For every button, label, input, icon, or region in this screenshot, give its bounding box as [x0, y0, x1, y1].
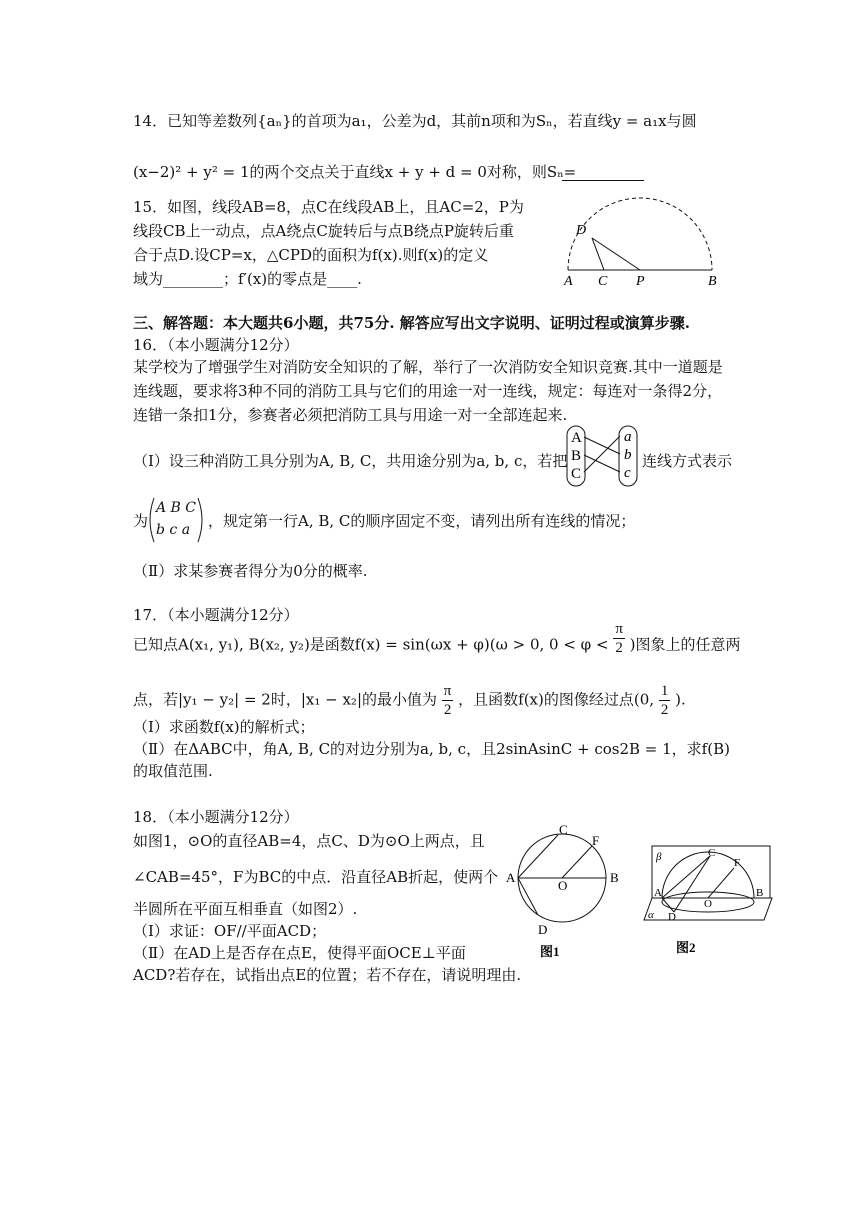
- q17-p2-frac2-num: 1: [660, 683, 669, 699]
- q16-matrix-pre: 为: [133, 512, 149, 530]
- fig1-label-D: D: [538, 922, 548, 937]
- q16-left-A: A: [571, 430, 582, 446]
- q15-label-A: A: [564, 274, 573, 289]
- q15-line3: 合于点D.设CP=x，△CPD的面积为f(x).则f(x)的定义: [133, 246, 489, 264]
- q18-i: （Ⅰ）求证：OF//平面ACD；: [133, 922, 327, 940]
- fig1-label-F: F: [592, 833, 600, 848]
- q14-line1: 14．已知等差数列{aₙ}的首项为a₁，公差为d，其前n项和为Sₙ，若直线y = a₁x与圆: [133, 112, 697, 130]
- q16-left-C: C: [571, 466, 582, 482]
- fig2-label-alpha: α: [648, 909, 654, 921]
- q17-p2-frac2-den: 2: [660, 702, 669, 718]
- q17-ii: （Ⅱ）在ΔABC中，角A, B, C的对边分别为a, b, c，且2sinAsinC + cos2B = 1，求f(B): [133, 740, 730, 758]
- q15-label-B: B: [708, 274, 717, 289]
- q17-p2-pre: 点，若|y₁ − y₂| = 2时，|x₁ − x₂|的最小值为: [133, 690, 437, 709]
- fig1-caption: 图1: [540, 944, 560, 959]
- q17-p1-frac-den: 2: [615, 640, 623, 656]
- q18-figure-1: [500, 822, 625, 962]
- q17-p2-frac-num: π: [443, 683, 452, 699]
- q16-p1: 某学校为了增强学生对消防安全知识的了解，举行了一次消防安全知识竞赛.其中一道题是: [133, 358, 723, 376]
- q17-ii2: 的取值范围.: [133, 762, 213, 780]
- q17-head: 17．（本小题满分12分）: [133, 606, 299, 624]
- fig2-label-B: B: [756, 887, 764, 899]
- q15-label-D: D: [576, 223, 587, 238]
- q15-line2: 线段CB上一动点，点A绕点C旋转后与点B绕点P旋转后重: [133, 222, 514, 240]
- q17-p1: [133, 621, 741, 657]
- q16-right-b: b: [624, 447, 632, 463]
- q16-p3: 连错一条扣1分，参赛者必须把消防工具与用途一对一全部连起来.: [133, 406, 568, 424]
- q18-figure-2: [640, 840, 775, 960]
- fig1-label-B: B: [610, 870, 619, 885]
- q18-head: 18．（本小题满分12分）: [133, 808, 299, 826]
- q16-right-c: c: [624, 465, 631, 481]
- q15-label-P: P: [636, 274, 645, 289]
- q15-label-C: C: [598, 274, 608, 289]
- q16-matrix: [146, 496, 206, 544]
- section3-header: 三、解答题：本大题共6小题，共75分. 解答应写出文字说明、证明过程或演算步骤.: [133, 314, 690, 332]
- q18-p1: 如图1，⊙O的直径AB=4，点C、D为⊙O上两点，且: [133, 832, 485, 850]
- fig2-label-beta: β: [656, 851, 662, 863]
- q17-p2-post: ).: [675, 690, 686, 709]
- q17-p2-mid: ，且函数f(x)的图像经过点(0,: [458, 690, 655, 709]
- q14-answer-blank: [562, 180, 644, 181]
- q16-matrix-row1: A B C: [156, 500, 197, 516]
- fig2-label-D: D: [668, 911, 676, 923]
- q17-p1-frac: [613, 620, 625, 657]
- fig1-label-C: C: [559, 822, 568, 837]
- q18-p3: 半圆所在平面互相垂直（如图2）.: [133, 900, 358, 918]
- q16-i-pre: （Ⅰ）设三种消防工具分别为A, B, C，共用途分别为a, b, c，若把: [133, 452, 568, 470]
- q17-p1-post: )图象上的任意两: [629, 635, 741, 654]
- q16-p2: 连线题，要求将3种不同的消防工具与它们的用途一对一连线，规定：每连对一条得2分，: [133, 382, 723, 400]
- q17-p2: [133, 682, 686, 719]
- q15-line1: 15．如图，线段AB=8，点C在线段AB上，且AC=2，P为: [133, 198, 524, 216]
- fig1-label-O: O: [558, 878, 568, 893]
- q16-matrix-post: ，规定第一行A, B, C的顺序固定不变，请列出所有连线的情况；: [208, 512, 636, 530]
- q17-p2-frac2: [659, 682, 671, 719]
- q16-left-B: B: [571, 448, 582, 464]
- fig2-label-C: C: [708, 847, 716, 859]
- q17-i: （Ⅰ）求函数f(x)的解析式；: [133, 718, 315, 736]
- q16-matching-figure: [564, 424, 644, 490]
- q17-p2-frac: [442, 682, 454, 719]
- fig2-label-A: A: [654, 887, 662, 899]
- q18-p2: ∠CAB=45°，F为BC的中点．沿直径AB折起，使两个: [133, 868, 499, 886]
- q15-line4: 域为________；f′(x)的零点是____.: [133, 270, 362, 288]
- q18-ii: （Ⅱ）在AD上是否存在点E，使得平面OCE⊥平面: [133, 944, 466, 962]
- q17-p1-pre: 已知点A(x₁, y₁), B(x₂, y₂)是函数f(x) = sin(ωx + φ)(ω > 0, 0 < φ <: [133, 635, 609, 654]
- q16-right-a: a: [624, 429, 632, 445]
- q16-ii: （Ⅱ）求某参赛者得分为0分的概率.: [133, 562, 368, 580]
- fig2-label-O: O: [704, 898, 712, 910]
- q15-figure: [556, 190, 726, 290]
- q17-p2-frac-den: 2: [443, 702, 452, 718]
- q14-line2: (x−2)² + y² = 1的两个交点关于直线x + y + d = 0对称，则Sₙ=: [133, 163, 577, 181]
- q16-i-post: 连线方式表示: [642, 452, 733, 470]
- q18-ii2: ACD?若存在，试指出点E的位置；若不存在，请说明理由.: [133, 966, 522, 984]
- fig2-caption: 图2: [676, 940, 696, 955]
- fig2-label-F: F: [734, 857, 741, 869]
- q16-matrix-row2: b c a: [156, 522, 191, 538]
- fig1-label-A: A: [506, 870, 516, 885]
- q17-p1-frac-num: π: [615, 621, 623, 637]
- q16-head: 16．（本小题满分12分）: [133, 336, 299, 354]
